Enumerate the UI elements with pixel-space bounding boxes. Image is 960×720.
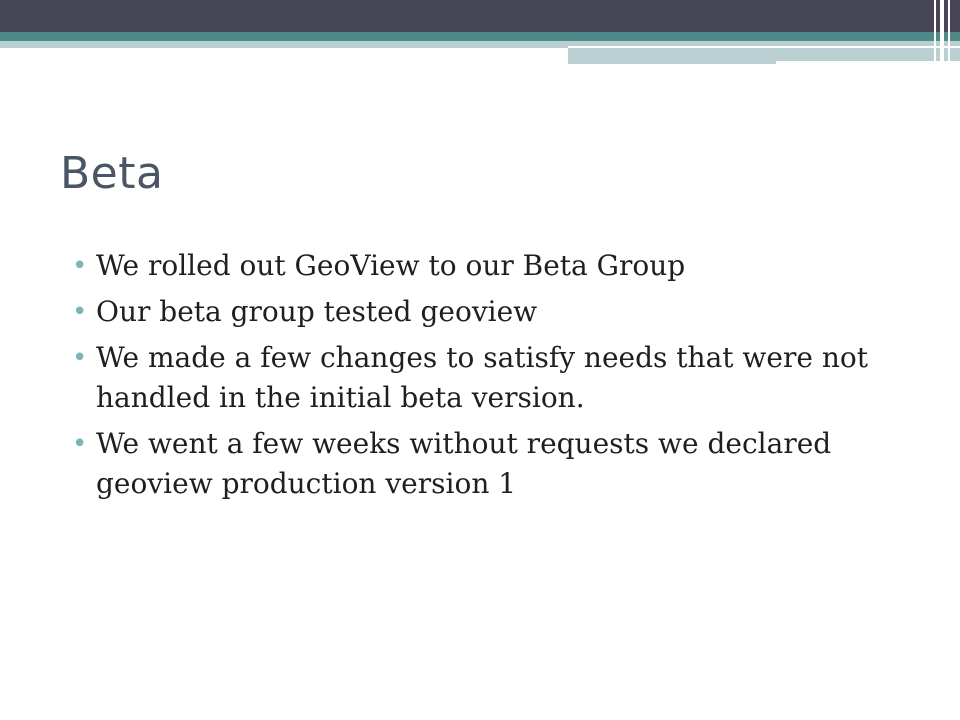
- bullet-marker-icon: •: [72, 297, 88, 327]
- header-edge-stripe: [940, 0, 944, 64]
- bullet-marker-icon: •: [72, 343, 88, 373]
- bullet-marker-icon: •: [72, 251, 88, 281]
- bullet-text: We made a few changes to satisfy needs that were not handled in the initial beta version.: [96, 341, 868, 414]
- bullet-item: [70, 292, 890, 332]
- header-edge-stripe: [948, 0, 950, 64]
- bullet-text: Our beta group tested geoview: [96, 295, 538, 328]
- header-band-light: [0, 41, 568, 48]
- bullet-text: We rolled out GeoView to our Beta Group: [96, 249, 686, 282]
- bullet-item: [70, 338, 890, 418]
- bullet-marker-icon: •: [72, 429, 88, 459]
- header-edge-stripe: [934, 0, 936, 64]
- bullet-text: We went a few weeks without requests we declared geoview production version 1: [96, 427, 832, 500]
- slide-title: Beta: [60, 148, 164, 199]
- bullet-item: [70, 424, 890, 504]
- bullet-item: [70, 246, 890, 286]
- bullet-list: [70, 246, 890, 510]
- header-divider-line-lower: [776, 61, 960, 64]
- header-band-dark: [0, 0, 960, 32]
- header-band-teal: [0, 32, 960, 41]
